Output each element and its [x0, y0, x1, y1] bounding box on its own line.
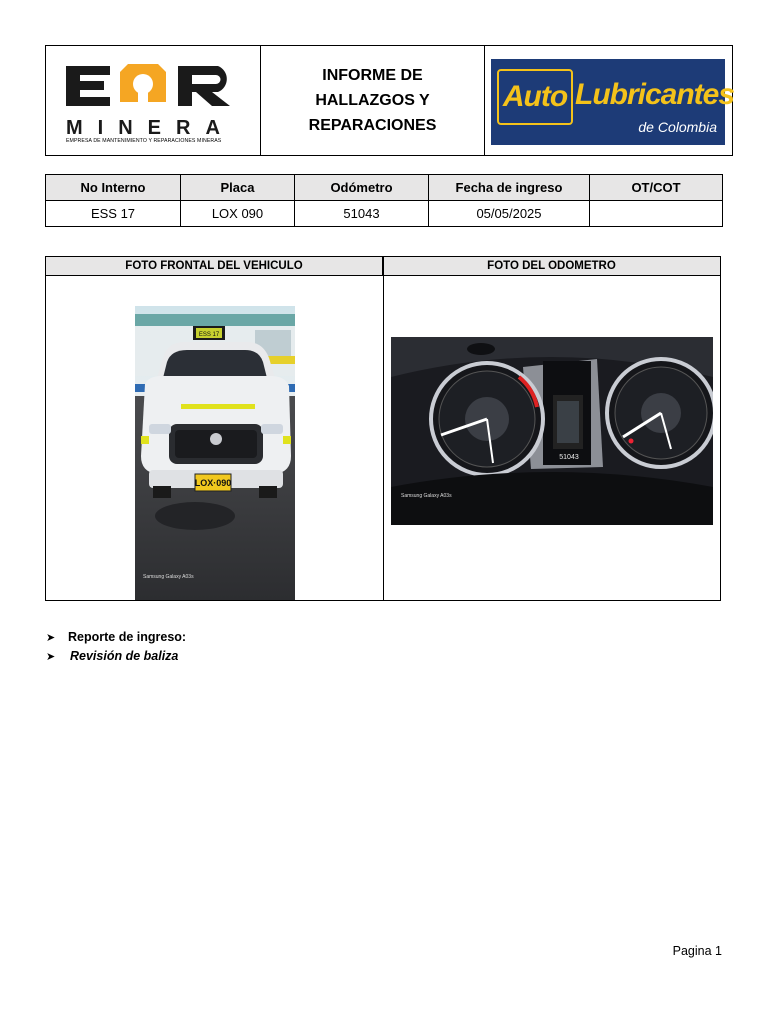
- brand-banner: [491, 59, 735, 145]
- finding-bullet: [46, 649, 178, 663]
- brand-lubricantes: Lubricantes: [575, 78, 735, 111]
- cell-odometro: 51043: [295, 201, 429, 227]
- odometer-photo: [391, 337, 713, 525]
- dashboard-illustration: [391, 337, 713, 525]
- cell-placa: LOX 090: [181, 201, 295, 227]
- col-ot-cot: OT/COT: [590, 175, 723, 201]
- col-odometro: Odómetro: [295, 175, 429, 201]
- license-plate-text: LOX·090: [194, 478, 232, 488]
- col-fecha-ingreso: Fecha de ingreso: [429, 175, 590, 201]
- emr-minera-word: MINERA: [66, 117, 235, 139]
- table-header-row: [46, 175, 723, 201]
- report-title: [261, 46, 485, 155]
- vehicle-front-photo: [135, 306, 295, 600]
- photos-table: [45, 256, 721, 601]
- page-number: Pagina 1: [672, 944, 722, 958]
- vehicle-info-table: [45, 174, 723, 227]
- cell-ot-cot: [590, 201, 723, 227]
- title-line-3: REPARACIONES: [308, 117, 437, 134]
- roof-sign-text: ESS 17: [198, 332, 220, 338]
- odometer-readout: 51043: [559, 454, 579, 461]
- table-row: [46, 201, 723, 227]
- odometer-watermark: Samsung Galaxy A03s: [401, 493, 452, 499]
- emr-tagline: EMPRESA DE MANTENIMIENTO Y REPARACIONES MINERAS: [66, 138, 222, 144]
- front-photo-header: FOTO FRONTAL DEL VEHICULO: [46, 257, 383, 276]
- brand-auto: Auto: [497, 69, 573, 125]
- column-divider: [383, 257, 384, 600]
- entry-report-label: Reporte de ingreso:: [68, 630, 187, 644]
- title-line-2: HALLAZGOS Y: [315, 92, 430, 109]
- vehicle-illustration: [135, 306, 295, 600]
- finding-text: Revisión de baliza: [70, 649, 179, 663]
- col-no-interno: No Interno: [46, 175, 181, 201]
- odometer-photo-header: FOTO DEL ODOMETRO: [383, 257, 720, 276]
- photo-watermark: Samsung Galaxy A03s: [143, 574, 194, 580]
- entry-report-bullet: [46, 630, 186, 644]
- arrow-bullet-icon: ➤: [46, 650, 56, 663]
- emr-minera-logo: [46, 46, 261, 155]
- cell-fecha-ingreso: 05/05/2025: [429, 201, 590, 227]
- brand-country: de Colombia: [638, 119, 717, 135]
- emr-logo-graphic: [66, 62, 241, 144]
- col-placa: Placa: [181, 175, 295, 201]
- autolubricantes-logo: [485, 46, 735, 155]
- cell-no-interno: ESS 17: [46, 201, 181, 227]
- title-line-1: INFORME DE: [322, 67, 423, 84]
- report-header: [45, 45, 733, 156]
- arrow-bullet-icon: ➤: [46, 631, 56, 644]
